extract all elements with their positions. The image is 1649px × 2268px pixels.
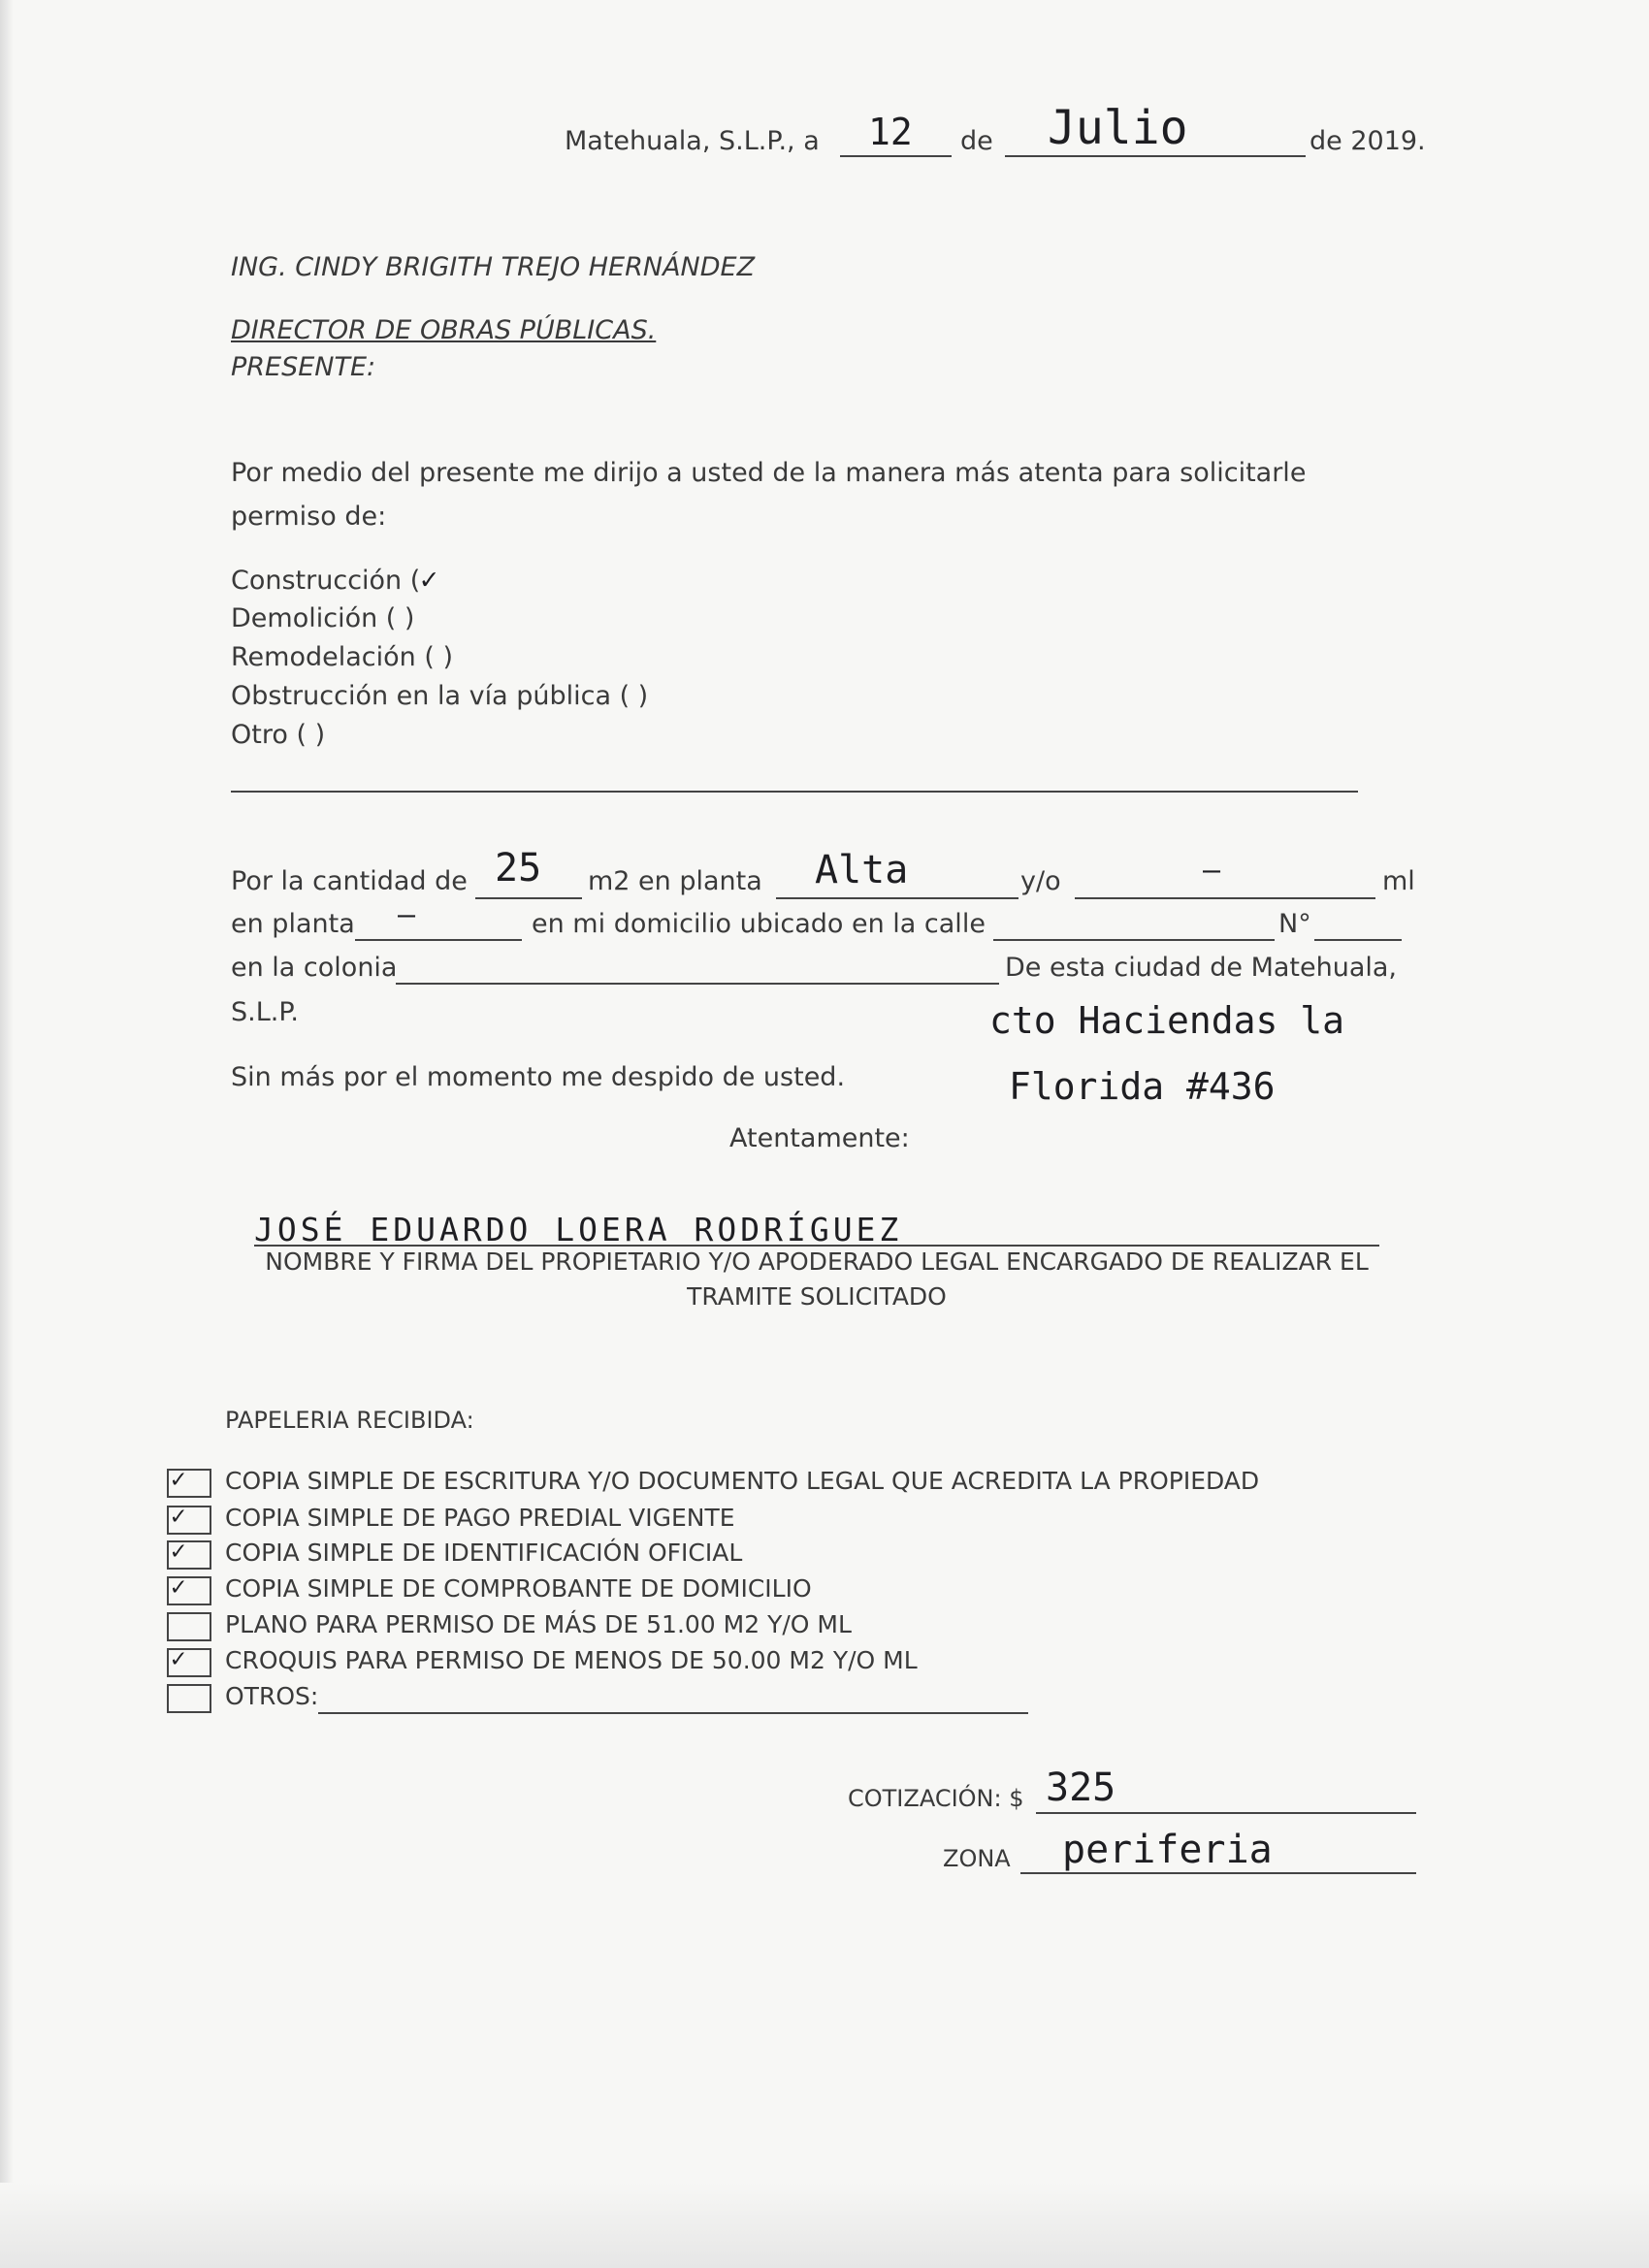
permit-obstruccion: Obstrucción en la vía pública ( ): [231, 681, 649, 711]
recipient-presente: PRESENTE:: [231, 352, 376, 382]
check-mark-icon: ✓: [171, 1502, 186, 1531]
otros-line: [318, 1712, 1028, 1714]
quantity-ciudad: De esta ciudad de Matehuala,: [1005, 953, 1398, 983]
papeleria-item-escritura: COPIA SIMPLE DE ESCRITURA Y/O DOCUMENTO LEGAL QUE ACREDITA LA PROPIEDAD: [225, 1467, 1260, 1495]
signature-line: [254, 1245, 1379, 1247]
quantity-no: N°: [1278, 909, 1311, 939]
permit-otro: Otro ( ): [231, 720, 326, 750]
quantity-line2-prefix: en planta: [231, 909, 355, 939]
check-mark-icon: ✓: [171, 1537, 186, 1566]
quantity-yo: y/o: [1020, 866, 1061, 896]
checkbox-predial[interactable]: [167, 1502, 211, 1535]
recipient-title: DIRECTOR DE OBRAS PÚBLICAS.: [231, 315, 657, 345]
papeleria-item-predial: COPIA SIMPLE DE PAGO PREDIAL VIGENTE: [225, 1504, 735, 1532]
scan-edge: [0, 0, 14, 2268]
permit-otro-line: [231, 791, 1358, 793]
checkbox-domicilio[interactable]: [167, 1572, 211, 1605]
closing-atentamente: Atentamente:: [729, 1123, 910, 1153]
recipient-name: ING. CINDY BRIGITH TREJO HERNÁNDEZ: [231, 252, 756, 282]
check-mark-icon: ✓: [171, 1572, 186, 1602]
quantity-planta: Alta: [815, 848, 909, 892]
closing-despedida: Sin más por el momento me despido de usted.: [231, 1062, 846, 1092]
signature-label-2: TRAMITE SOLICITADO: [687, 1282, 947, 1311]
papeleria-item-croquis: CROQUIS PARA PERMISO DE MENOS DE 50.00 M2 Y/O ML: [225, 1646, 918, 1674]
intro-line-1: Por medio del presente me dirijo a usted de la manera más atenta para solicitarle: [231, 458, 1307, 488]
quantity-amount: 25: [495, 846, 542, 891]
permit-construccion-label: Construcción (: [231, 566, 421, 596]
address-handwritten-2: Florida #436: [1009, 1065, 1276, 1108]
check-mark-icon: ✓: [171, 1465, 186, 1494]
zona-value: periferia: [1062, 1828, 1273, 1872]
checkbox-escritura[interactable]: [167, 1465, 211, 1498]
date-place: Matehuala, S.L.P., a: [565, 126, 820, 156]
quantity-slp: S.L.P.: [231, 997, 300, 1027]
quantity-ml: ml: [1382, 866, 1415, 896]
checkbox-identificacion[interactable]: [167, 1537, 211, 1570]
cotizacion-value: 325: [1046, 1766, 1116, 1810]
date-month: Julio: [1048, 101, 1188, 155]
check-mark-icon: ✓: [171, 1644, 186, 1673]
permit-construccion: [231, 563, 437, 597]
quantity-prefix: Por la cantidad de: [231, 866, 468, 896]
date-day: 12: [868, 111, 913, 153]
papeleria-heading: PAPELERIA RECIBIDA:: [225, 1407, 474, 1434]
zona-label: ZONA: [943, 1845, 1011, 1872]
permit-demolicion: Demolición ( ): [231, 603, 415, 633]
date-year: de 2019.: [1310, 126, 1426, 156]
intro-line-2: permiso de:: [231, 502, 387, 532]
cotizacion-label: COTIZACIÓN: $: [848, 1785, 1024, 1812]
signature: JOSÉ EDUARDO LOERA RODRÍGUEZ: [254, 1211, 903, 1248]
checkbox-otros[interactable]: [167, 1684, 211, 1713]
quantity-unit: m2 en planta: [588, 866, 762, 896]
checkbox-plano[interactable]: [167, 1612, 211, 1641]
permit-remodelacion: Remodelación ( ): [231, 642, 453, 672]
quantity-domicilio: en mi domicilio ubicado en la calle: [532, 909, 986, 939]
signature-label-1: NOMBRE Y FIRMA DEL PROPIETARIO Y/O APODERADO LEGAL ENCARGADO DE REALIZAR EL: [265, 1247, 1369, 1276]
papeleria-item-domicilio: COPIA SIMPLE DE COMPROBANTE DE DOMICILIO: [225, 1574, 812, 1603]
quantity-planta2: —: [398, 898, 416, 932]
address-handwritten-1: cto Haciendas la: [989, 999, 1345, 1042]
quantity-colonia: en la colonia: [231, 953, 398, 983]
papeleria-item-plano: PLANO PARA PERMISO DE MÁS DE 51.00 M2 Y/O ML: [225, 1610, 852, 1638]
quantity-ml-value: —: [1203, 854, 1221, 888]
permit-construccion-mark: ✓: [420, 563, 438, 597]
date-de: de: [960, 126, 993, 156]
papeleria-item-identificacion: COPIA SIMPLE DE IDENTIFICACIÓN OFICIAL: [225, 1539, 743, 1567]
checkbox-croquis[interactable]: [167, 1644, 211, 1677]
papeleria-item-otros: OTROS:: [225, 1682, 319, 1710]
scan-bottom-shadow: [0, 2183, 1649, 2268]
